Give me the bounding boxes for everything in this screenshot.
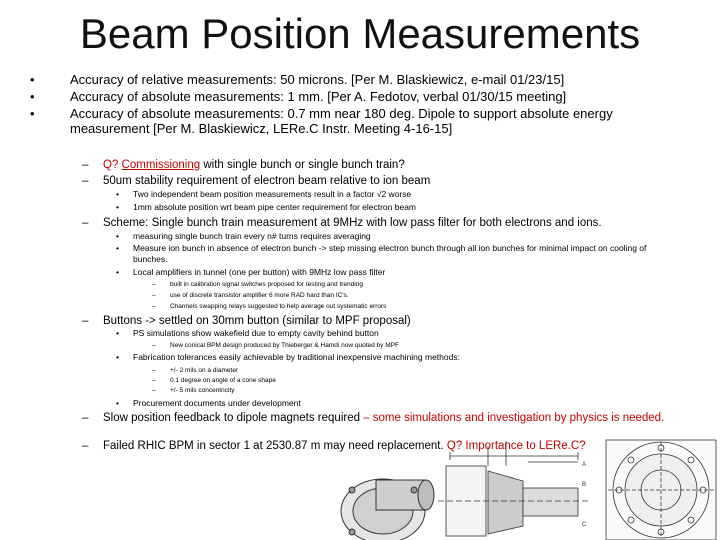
bpm-flange-view xyxy=(606,440,716,540)
commissioning-question xyxy=(103,158,405,172)
scheme-item: Scheme: Single bunch train measurement at 9MHz with low pass filter for both electrons and ions. xyxy=(103,217,602,229)
tolerance-sub-item: +/- 5 mils concentricity xyxy=(170,387,235,394)
buttons-item: Buttons -> settled on 30mm button (similar to MPF proposal) xyxy=(103,315,411,327)
slow-feedback-item xyxy=(103,411,673,425)
bpm-design-sub-item: New conical BPM design produced by Thieberger & Hamdi now quoted by MPF xyxy=(170,342,399,349)
bullet-dash: – xyxy=(82,315,89,327)
bullet-dot: • xyxy=(116,202,119,212)
bullet-dash: – xyxy=(152,292,156,299)
buttons-sub-item: PS simulations show wakefield due to empty cavity behind button xyxy=(133,328,379,338)
failed-bpm-question: Q? Importance to LERe.C? xyxy=(446,440,586,452)
scheme-sub-item: measuring single bunch train every n# turns requires averaging xyxy=(133,231,371,241)
figure-label-a: A xyxy=(582,462,587,468)
buttons-sub-item: Fabrication tolerances easily achievable by traditional inexpensive machining methods: xyxy=(133,352,460,362)
scheme-sub-item: Local amplifiers in tunnel (one per button) with 9MHz low pass filter xyxy=(133,267,386,277)
scheme-sub-item: Measure ion bunch in absence of electron bunch -> step missing electron bunch through all ion bunches for minimal impact on cooling of bunches. xyxy=(133,243,647,264)
tolerance-sub-item: +/- 2 mils on a diameter xyxy=(170,367,239,374)
bullet-dot: • xyxy=(30,72,35,87)
failed-bpm-text: Failed RHIC BPM in sector 1 at 2530.87 m may need replacement. xyxy=(103,440,447,452)
bullet-dot: • xyxy=(116,231,119,241)
tolerance-sub-item: 0.1 degree on angle of a cone shape xyxy=(170,377,276,384)
stability-sub-item: 1mm absolute position wrt beam pipe center requirement for electron beam xyxy=(133,202,417,212)
bullet-dot: • xyxy=(116,352,119,362)
bullet-dash: – xyxy=(82,159,89,171)
bullet-dash: – xyxy=(152,303,156,310)
stability-item: 50um stability requirement of electron beam relative to ion beam xyxy=(103,175,431,187)
bullet-dash: – xyxy=(82,175,89,187)
absolute-accuracy-item: Accuracy of absolute measurements: 1 mm. [Per A. Fedotov, verbal 01/30/15 meeting] xyxy=(70,89,567,104)
bullet-dot: • xyxy=(116,328,119,338)
stability-sub-item: Two independent beam position measurements result in a factor √2 worse xyxy=(133,189,412,199)
bullet-dot: • xyxy=(116,267,119,277)
bpm-button-render xyxy=(341,479,434,540)
bullet-dot: • xyxy=(30,106,35,121)
figure-label-c: C xyxy=(582,522,587,528)
bullet-dash: – xyxy=(152,387,156,394)
bullet-dot: • xyxy=(116,189,119,199)
slow-feedback-text: Slow position feedback to dipole magnets required xyxy=(103,412,364,424)
amplifier-sub-item: use of discrete transistor amplifier 6 more RAD hard than IC's. xyxy=(170,292,349,299)
question-suffix: with single bunch or single bunch train? xyxy=(200,159,405,171)
question-prefix: Q? xyxy=(103,159,122,171)
amplifier-sub-item: built in calibration signal switches proposed for testing and trending xyxy=(170,281,363,288)
bullet-dot: • xyxy=(116,398,119,408)
amplifier-sub-item: Channels swapping relays suggested to help average out systematic errors xyxy=(170,303,387,310)
bullet-dash: – xyxy=(82,217,89,229)
bpm-drawings-figure xyxy=(338,426,720,540)
bullet-dash: – xyxy=(152,281,156,288)
slide-title: Beam Position Measurements xyxy=(79,10,641,57)
relative-accuracy-item: Accuracy of relative measurements: 50 microns. [Per M. Blaskiewicz, e-mail 01/23/15] xyxy=(70,72,565,87)
slow-feedback-note: – some simulations and investigation by physics is needed. xyxy=(363,412,665,424)
bullet-dash: – xyxy=(82,440,89,452)
bullet-dot: • xyxy=(30,89,35,104)
bullet-dash: – xyxy=(82,412,89,424)
figure-label-b: B xyxy=(582,482,587,488)
commissioning-word: Commissioning xyxy=(121,159,201,171)
bpm-drawings xyxy=(338,426,720,540)
bullet-dash: – xyxy=(152,342,156,349)
bullet-dash: – xyxy=(152,377,156,384)
absolute-accuracy-dipole-item: Accuracy of absolute measurements: 0.7 mm near 180 deg. Dipole to support absolute energy measurement [Per M. Blaskiewicz, LERe.C Instr. Meeting 4-16-15] xyxy=(70,106,613,136)
bullet-dot: • xyxy=(116,243,119,253)
buttons-sub-item: Procurement documents under development xyxy=(133,398,301,408)
bpm-cross-section xyxy=(438,441,588,536)
bullet-dash: – xyxy=(152,367,156,374)
